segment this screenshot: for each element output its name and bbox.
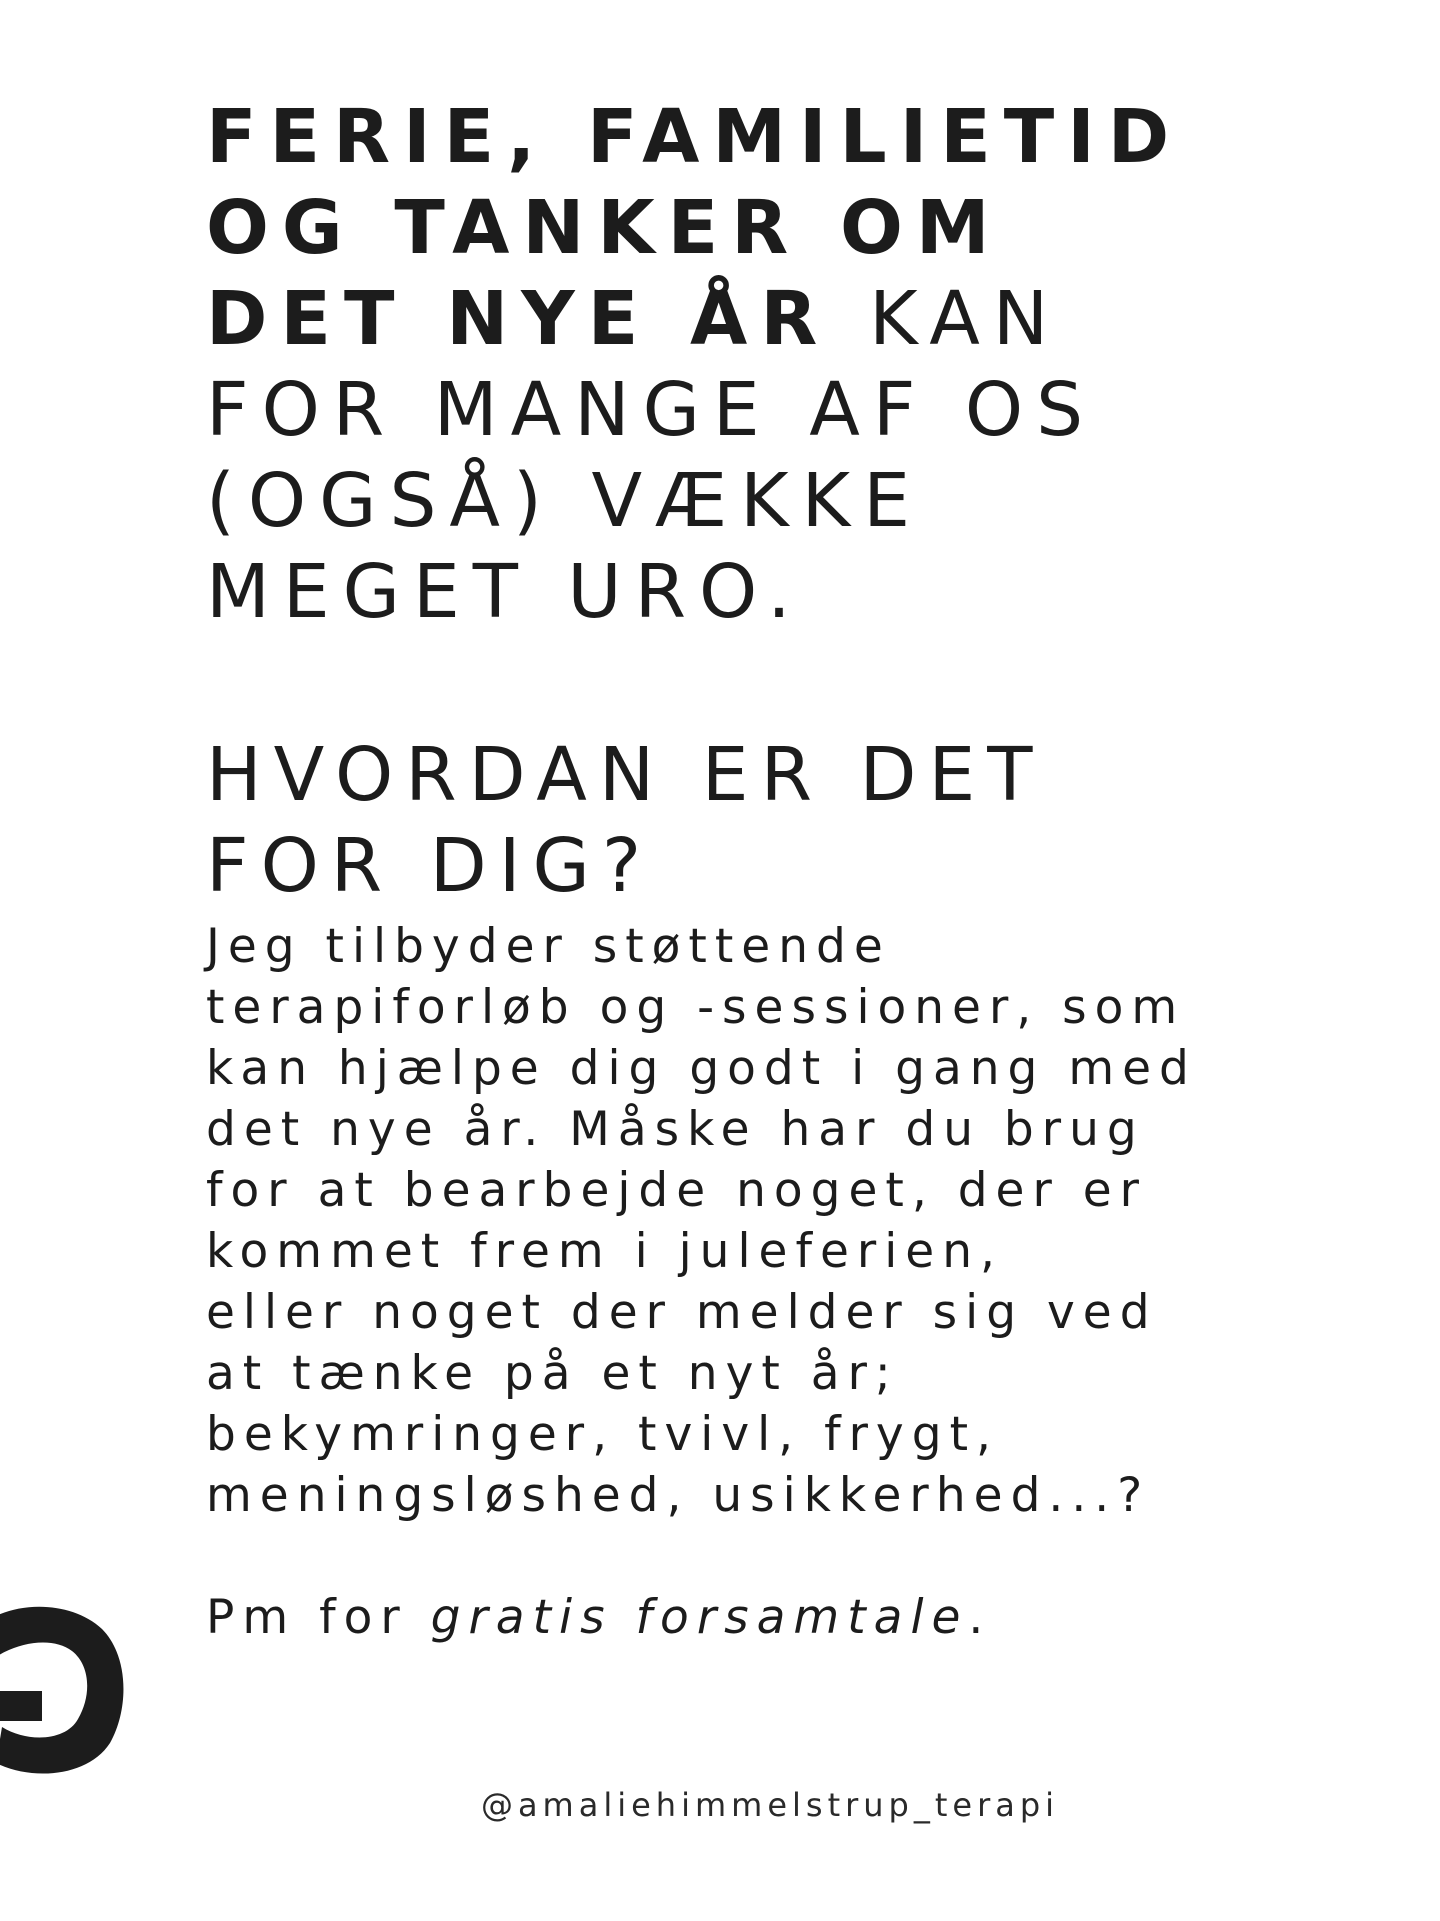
body-line-1: Jeg tilbyder støttende (206, 919, 891, 974)
instagram-handle: @amaliehimmelstrup_terapi (480, 1786, 1060, 1824)
headline-line-3-light: KAN (869, 276, 1062, 362)
question-heading (206, 730, 1306, 912)
headline-line-5: (OGSÅ) VÆKKE (206, 458, 923, 544)
question-line-2: FOR DIG? (206, 823, 654, 909)
headline-line-4: FOR MANGE AF OS (206, 367, 1097, 453)
headline-line-3 (206, 274, 1306, 365)
body-line-5: for at bearbejde noget, der er (206, 1163, 1147, 1218)
headline-line-3-bold: DET NYE ÅR (206, 276, 831, 362)
body-line-10: meningsløshed, usikkerhed...? (206, 1468, 1151, 1523)
body-line-9: bekymringer, tvivl, frygt, (206, 1407, 999, 1462)
headline-line-2: OG TANKER OM (206, 185, 1003, 271)
logo-glyph (0, 1607, 123, 1774)
body-line-3: kan hjælpe dig godt i gang med (206, 1041, 1197, 1096)
body-line-7: eller noget der melder sig ved (206, 1285, 1158, 1340)
body-line-2: terapiforløb og -sessioner, som (206, 980, 1186, 1035)
question-line-1: HVORDAN ER DET (206, 732, 1045, 818)
headline (206, 92, 1306, 638)
body-line-8: at tænke på et nyt år; (206, 1346, 899, 1401)
call-to-action (206, 1587, 1306, 1648)
body-paragraph (206, 916, 1306, 1526)
headline-line-6: MEGET URO. (206, 549, 804, 635)
cta-emphasis: gratis forsamtale (430, 1590, 969, 1645)
cta-suffix: . (968, 1590, 992, 1645)
partial-letter-g-logo-icon (0, 1595, 130, 1780)
headline-line-1: FERIE, FAMILIETID (206, 94, 1183, 180)
cta-prefix: Pm for (206, 1590, 431, 1645)
body-line-4: det nye år. Måske har du brug (206, 1102, 1145, 1157)
body-line-6: kommet frem i juleferien, (206, 1224, 1003, 1279)
post-content (206, 92, 1306, 1648)
